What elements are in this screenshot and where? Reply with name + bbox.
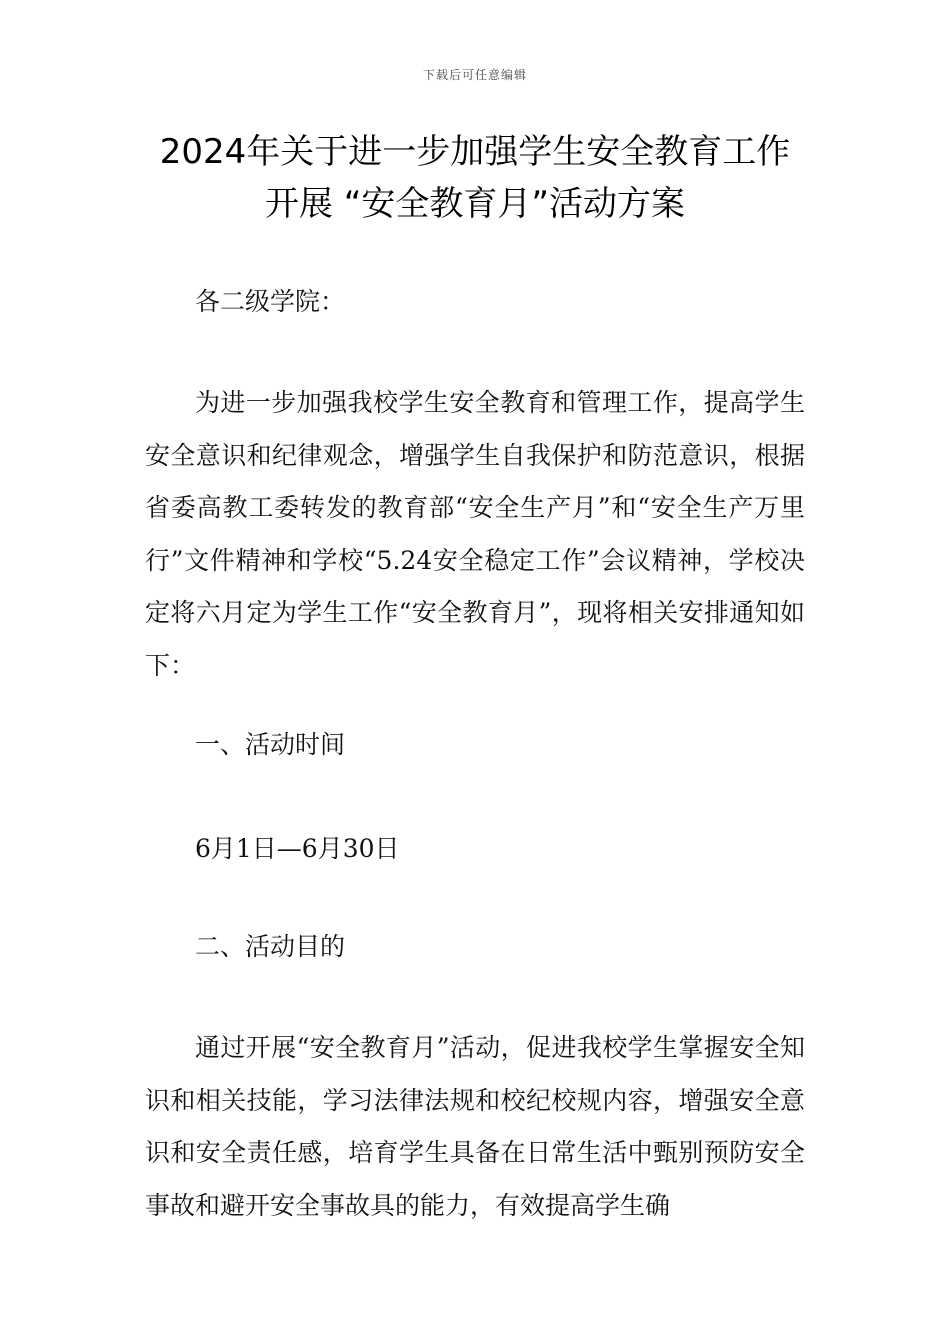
salutation: 各二级学院： [195, 287, 346, 316]
intro-paragraph: 为进一步加强我校学生安全教育和管理工作，提高学生安全意识和纪律观念，增强学生自我保护和防范意识，根据省委高教工委转发的教育部“安全生产月”和“安全生产万里行”文件精神和学校“5.24安全稳定工作”会议精神，学校决定将六月定为学生工作“安全教育月”，现将相关安排通知如下： [145, 388, 805, 680]
document-title [100, 126, 850, 230]
title-line-1: 2024年关于进一步加强学生安全教育工作 [159, 132, 791, 172]
section-2-heading: 二、活动目的 [195, 932, 346, 961]
goal-paragraph: 通过开展“安全教育月”活动，促进我校学生掌握安全知识和相关技能，学习法律法规和校纪校规内容，增强安全意识和安全责任感，培育学生具备在日常生活中甄别预防安全事故和避开安全事故具的能力，有效提高学生确 [145, 1033, 805, 1220]
section-1-heading: 一、活动时间 [195, 730, 346, 759]
activity-date: 6月1日—6月30日 [195, 834, 400, 863]
header-note: 下载后可任意编辑 [422, 68, 527, 82]
title-line-2: 开展 “安全教育月”活动方案 [264, 184, 686, 224]
